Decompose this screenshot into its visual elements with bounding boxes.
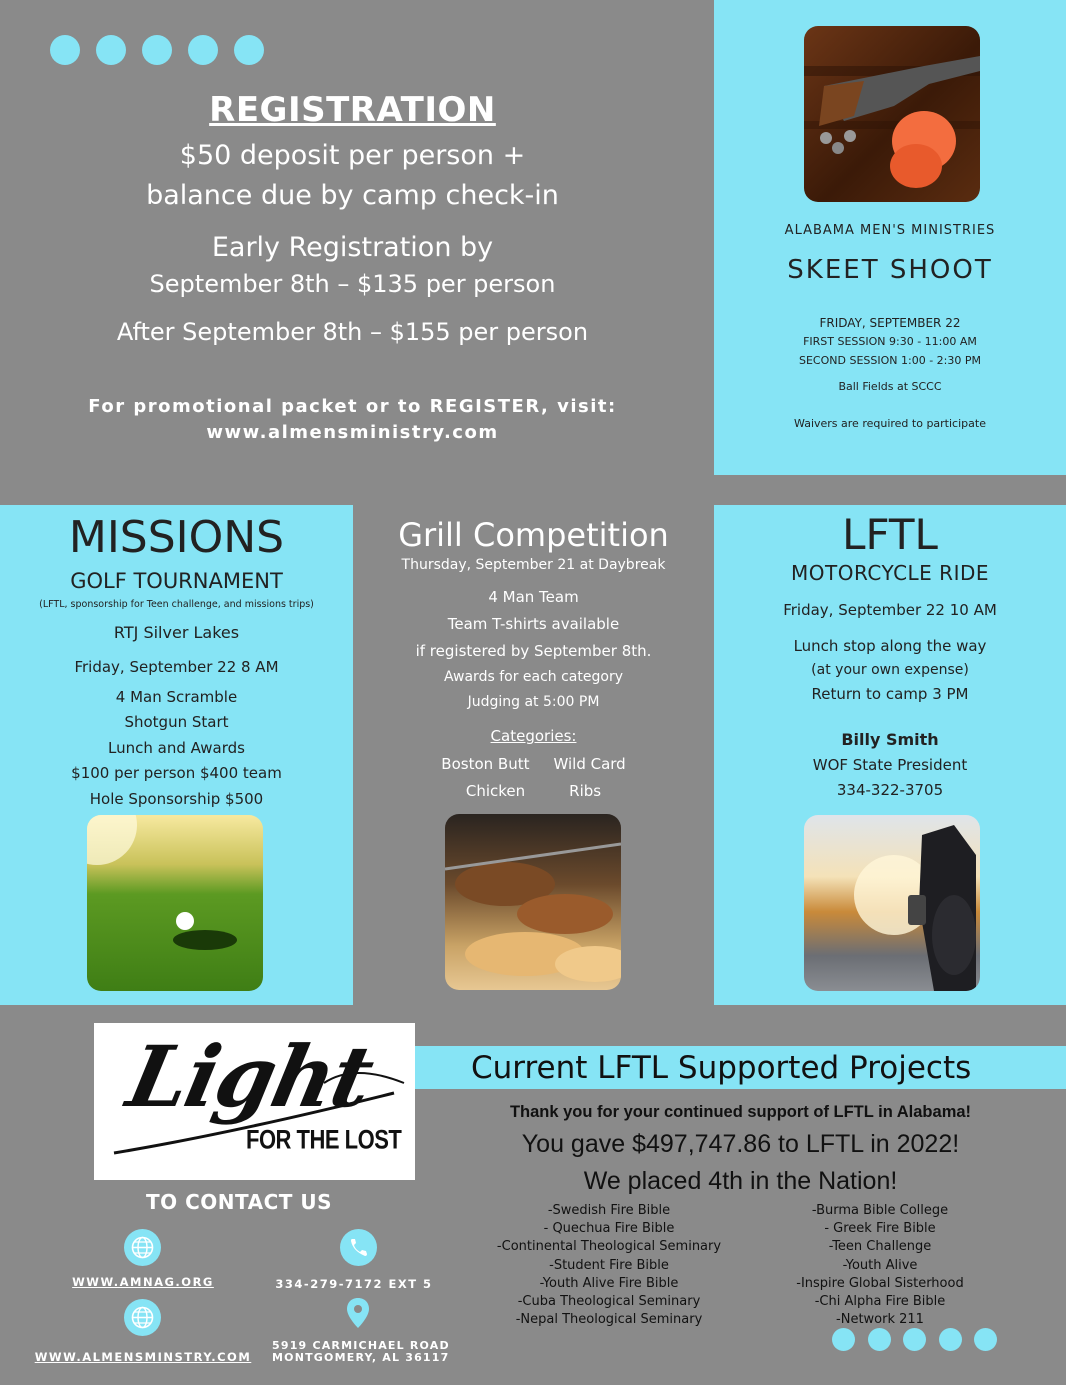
grill-category: Chicken: [465, 782, 526, 800]
grill-line-4: Awards for each category: [444, 669, 623, 685]
skeet-session-2: SECOND SESSION 1:00 - 2:30 PM: [799, 354, 981, 367]
grill-line-1: 4 Man Team: [488, 588, 579, 606]
contact-role: WOF State President: [812, 756, 968, 774]
phone-icon: [340, 1229, 377, 1266]
project-item: -Youth Alive: [842, 1257, 918, 1273]
contact-address: [272, 1340, 452, 1364]
project-item: -Nepal Theological Seminary: [515, 1312, 703, 1328]
visit-line-1: For promotional packet or to REGISTER, visit:: [88, 396, 617, 417]
skeet-photo: [804, 26, 980, 202]
golf-date: Friday, September 22 8 AM: [74, 658, 279, 676]
skeet-session-1: FIRST SESSION 9:30 - 11:00 AM: [803, 335, 977, 348]
early-line-2: September 8th – $135 per person: [149, 270, 556, 298]
location-pin-icon: [345, 1297, 371, 1329]
website-link-almensministry[interactable]: WWW.ALMENSMINSTRY.COM: [34, 1350, 252, 1364]
motorcycle-text: [714, 510, 1066, 802]
grill-categories-row-1: [355, 751, 712, 778]
project-item: -Cuba Theological Seminary: [517, 1294, 701, 1310]
project-item: - Quechua Fire Bible: [543, 1221, 675, 1237]
lftl-logo-tag: FOR THE LOST: [246, 1124, 402, 1155]
decor-dot: [939, 1328, 962, 1351]
skeet-text: [714, 222, 1066, 433]
registration-section: [60, 88, 645, 446]
grill-category: Wild Card: [553, 755, 626, 773]
decor-dot: [903, 1328, 926, 1351]
motorcycle-panel: [714, 505, 1066, 1005]
deposit-line-1: $50 deposit per person +: [179, 140, 526, 171]
project-item: -Network 211: [836, 1312, 924, 1328]
project-item: -Youth Alive Fire Bible: [539, 1275, 679, 1291]
golf-venue: RTJ Silver Lakes: [113, 623, 240, 642]
contact-title: TO CONTACT US: [145, 1190, 333, 1214]
golf-panel: [0, 505, 353, 1005]
golf-note: (LFTL, sponsorship for Teen challenge, and missions trips): [39, 599, 314, 610]
lftl-logo: [94, 1023, 415, 1180]
after-line: After September 8th – $155 per person: [116, 318, 589, 346]
projects-gave: You gave $497,747.86 to LFTL in 2022!: [521, 1130, 960, 1158]
project-item: -Continental Theological Seminary: [496, 1239, 722, 1255]
projects-list-right: [770, 1202, 990, 1329]
grill-line-2: Team T-shirts available: [447, 615, 620, 633]
grill-section: [355, 515, 712, 805]
decor-dot: [868, 1328, 891, 1351]
project-item: -Chi Alpha Fire Bible: [814, 1294, 946, 1310]
registration-title: REGISTRATION: [209, 90, 496, 130]
skeet-panel: [714, 0, 1066, 475]
projects-placed: We placed 4th in the Nation!: [583, 1167, 898, 1195]
address-line-2: MONTGOMERY, AL 36117: [272, 1351, 450, 1364]
contact-phone: 334-322-3705: [836, 781, 944, 799]
project-item: -Swedish Fire Bible: [547, 1203, 671, 1218]
decor-dot: [832, 1328, 855, 1351]
golf-line-1: 4 Man Scramble: [115, 688, 238, 706]
grill-photo: [445, 814, 621, 990]
skeet-org: ALABAMA MEN'S MINISTRIES: [784, 223, 996, 238]
decor-dot: [234, 35, 264, 65]
golf-text: [0, 510, 353, 813]
project-item: - Greek Fire Bible: [824, 1221, 936, 1237]
address-line-1: 5919 CARMICHAEL ROAD: [272, 1339, 450, 1352]
deposit-line-2: balance due by camp check-in: [146, 180, 559, 211]
website-link-amnag[interactable]: WWW.AMNAG.ORG: [72, 1275, 214, 1289]
golf-line-5: Hole Sponsorship $500: [89, 790, 264, 808]
golf-line-3: Lunch and Awards: [108, 739, 245, 757]
skeet-waiver: Waivers are required to participate: [794, 417, 986, 430]
decor-dot: [974, 1328, 997, 1351]
contact-phone-number[interactable]: 334-279-7172 EXT 5: [275, 1277, 433, 1291]
motorcycle-subtitle: MOTORCYCLE RIDE: [790, 561, 990, 585]
grill-line-3: if registered by September 8th.: [415, 642, 652, 660]
grill-date: Thursday, September 21 at Daybreak: [401, 557, 666, 573]
motorcycle-line-2: (at your own expense): [811, 662, 969, 678]
projects-thanks: Thank you for your continued support of LFTL in Alabama!: [509, 1103, 972, 1121]
project-item: -Student Fire Bible: [549, 1257, 669, 1273]
golf-subtitle: GOLF TOURNAMENT: [70, 569, 283, 593]
decor-dot: [96, 35, 126, 65]
grill-line-5: Judging at 5:00 PM: [467, 694, 600, 710]
golf-line-4: $100 per person $400 team: [71, 764, 282, 782]
motorcycle-title: LFTL: [842, 510, 938, 559]
visit-link[interactable]: www.almensministry.com: [206, 422, 499, 443]
grill-title: Grill Competition: [398, 516, 669, 554]
project-item: -Teen Challenge: [828, 1239, 932, 1255]
projects-banner: [415, 1046, 1066, 1089]
project-item: -Inspire Global Sisterhood: [796, 1275, 964, 1291]
early-line-1: Early Registration by: [211, 232, 494, 263]
golf-title: MISSIONS: [68, 512, 285, 563]
projects-summary: [470, 1100, 1011, 1200]
motorcycle-photo: [804, 815, 980, 991]
globe-icon: [124, 1299, 161, 1336]
skeet-date: FRIDAY, SEPTEMBER 22: [819, 316, 961, 330]
decor-dot: [188, 35, 218, 65]
motorcycle-line-3: Return to camp 3 PM: [811, 685, 969, 703]
motorcycle-date: Friday, September 22 10 AM: [783, 601, 997, 619]
projects-list-left: [470, 1202, 748, 1329]
grill-categories-row-2: [355, 778, 712, 805]
lftl-logo-script: Light: [119, 1027, 381, 1126]
skeet-location: Ball Fields at SCCC: [838, 380, 942, 393]
decor-dot: [142, 35, 172, 65]
skeet-title: SKEET SHOOT: [787, 255, 993, 285]
grill-categories-label: Categories:: [490, 727, 577, 745]
grill-category: Boston Butt: [441, 755, 530, 773]
grill-category: Ribs: [569, 782, 602, 800]
projects-title: Current LFTL Supported Projects: [471, 1050, 972, 1086]
golf-line-2: Shotgun Start: [124, 713, 229, 731]
decor-dot: [50, 35, 80, 65]
project-item: -Burma Bible College: [811, 1203, 949, 1218]
motorcycle-line-1: Lunch stop along the way: [793, 637, 987, 655]
golf-photo: [87, 815, 263, 991]
contact-name: Billy Smith: [841, 730, 939, 749]
globe-icon: [124, 1229, 161, 1266]
